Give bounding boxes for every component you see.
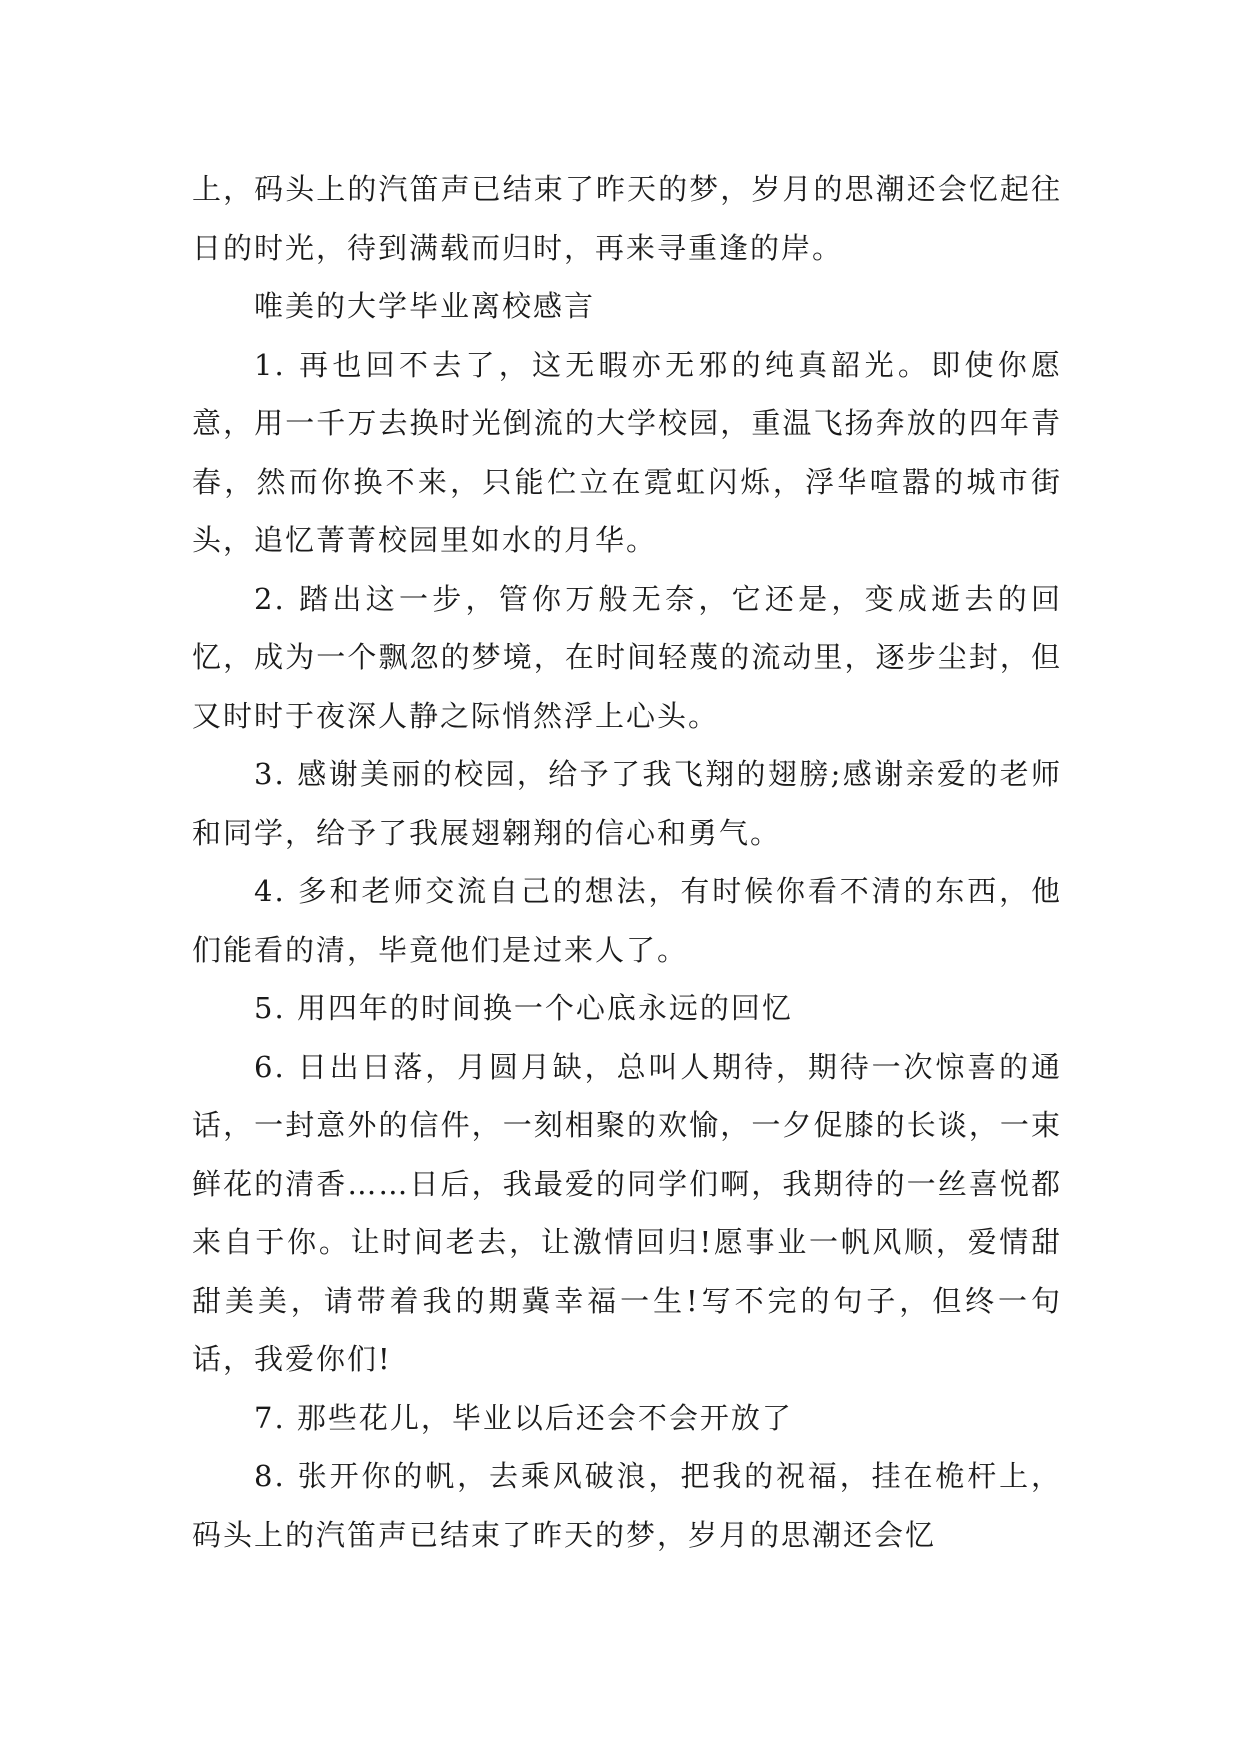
list-item: 4. 多和老师交流自己的想法，有时候你看不清的东西，他们能看的清，毕竟他们是过来人了。 (192, 874, 1062, 967)
section-heading: 唯美的大学毕业离校感言 (254, 289, 596, 323)
intro-paragraph: 上，码头上的汽笛声已结束了昨天的梦，岁月的思潮还会忆起往日的时光，待到满载而归时，再来寻重逢的岸。 (192, 172, 1062, 265)
list-item: 8. 张开你的帆，去乘风破浪，把我的祝福，挂在桅杆上，码头上的汽笛声已结束了昨天的梦，岁月的思潮还会忆 (192, 1459, 1062, 1552)
document-body (192, 160, 1062, 1564)
list-item: 3. 感谢美丽的校园，给予了我飞翔的翅膀;感谢亲爱的老师和同学，给予了我展翅翱翔的信心和勇气。 (192, 757, 1062, 850)
list-item: 6. 日出日落，月圆月缺，总叫人期待，期待一次惊喜的通话，一封意外的信件，一刻相聚的欢愉，一夕促膝的长谈，一束鲜花的清香……日后，我最爱的同学们啊，我期待的一丝喜悦都来自于你。让时间老去，让激情回归!愿事业一帆风顺，爱情甜甜美美，请带着我的期冀幸福一生!写不完的句子，但终一句话，我爱你们! (192, 1049, 1062, 1376)
list-item: 1. 再也回不去了，这无暇亦无邪的纯真韶光。即使你愿意，用一千万去换时光倒流的大学校园，重温飞扬奔放的四年青春，然而你换不来，只能伫立在霓虹闪烁，浮华喧嚣的城市街头，追忆菁菁校园里如水的月华。 (192, 347, 1062, 557)
list-item: 5. 用四年的时间换一个心底永远的回忆 (254, 991, 793, 1025)
list-item: 2. 踏出这一步，管你万般无奈，它还是，变成逝去的回忆，成为一个飘忽的梦境，在时间轻蔑的流动里，逐步尘封，但又时时于夜深人静之际悄然浮上心头。 (192, 581, 1062, 733)
list-item: 7. 那些花儿，毕业以后还会不会开放了 (254, 1400, 793, 1435)
